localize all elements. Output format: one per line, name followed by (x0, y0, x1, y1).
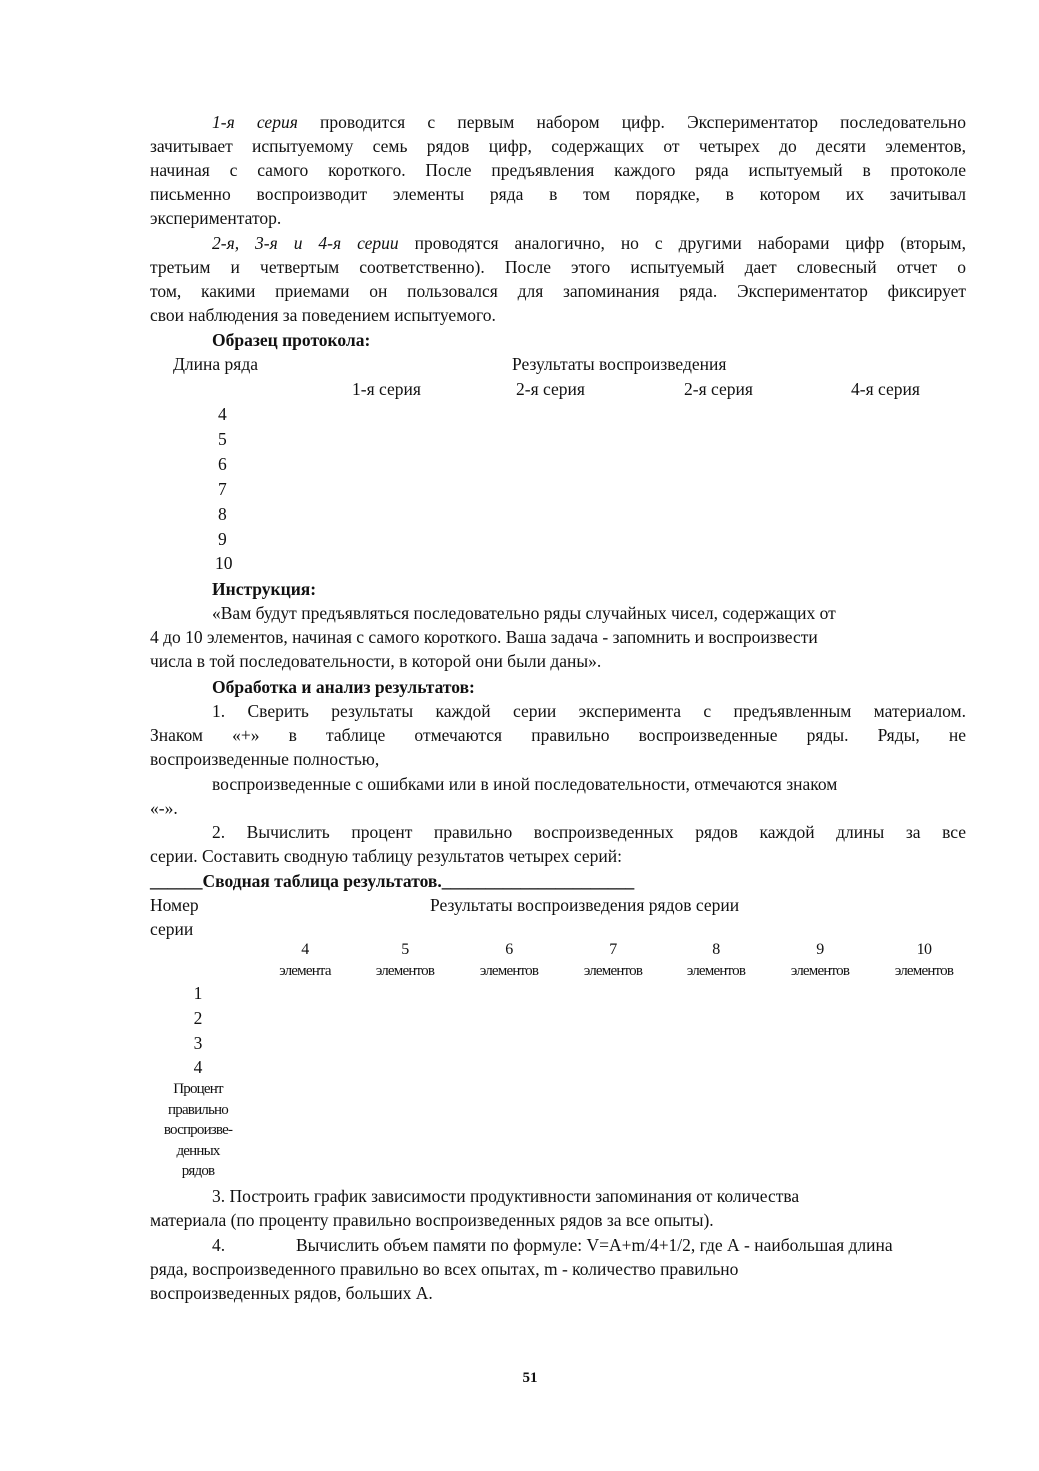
protocol-results-header: Результаты воспроизведения (512, 354, 727, 374)
summary-row: 3 (193, 1033, 203, 1053)
intro-p1-line5: экспериментатор. (150, 208, 282, 228)
page-number: 51 (522, 1370, 538, 1386)
summary-col-num: 7 (609, 941, 617, 958)
intro-p1-line3: начиная с самого короткого. После предъявления каждого ряда испытуемый в протоколе (150, 160, 966, 180)
intro-p2-line4: свои наблюдения за поведением испытуемого. (150, 305, 496, 325)
protocol-row: 4 (218, 404, 227, 424)
summary-col-word: элементов (894, 963, 954, 979)
protocol-title: Образец протокола: (212, 330, 371, 350)
protocol-col-4: 4-я серия (851, 379, 920, 399)
processing-s1-line4: воспроизведенные с ошибками или в иной последовательности, отмечаются знаком (212, 774, 838, 794)
intro-p1-line2: зачитывает испытуемому семь рядов цифр, содержащих от четырех до десяти элементов, (150, 136, 966, 156)
summary-col-num: 5 (401, 941, 409, 958)
summary-col-word: элементов (479, 963, 539, 979)
intro-p1-line4: письменно воспроизводит элементы ряда в том порядке, в котором их зачитывал (150, 184, 966, 204)
summary-percent-label-line: правильно (168, 1102, 228, 1118)
protocol-row: 7 (218, 479, 227, 499)
summary-col-num: 4 (301, 941, 309, 958)
summary-col-num: 8 (712, 941, 720, 958)
protocol-row: 6 (218, 454, 227, 474)
summary-row: 1 (193, 983, 203, 1003)
processing-s1-line1: 1. Сверить результаты каждой серии эксперимента с предъявленным материалом. (212, 701, 966, 721)
protocol-row: 8 (218, 504, 227, 524)
processing-s1-line2: Знаком «+» в таблице отмечаются правильно воспроизведенные ряды. Ряды, не (150, 725, 966, 745)
instruction-line3: числа в той последовательности, в которой они были даны». (150, 651, 602, 671)
step4-line3: воспроизведенных рядов, больших А. (150, 1283, 433, 1303)
processing-s2-line1: 2. Вычислить процент правильно воспроизведенных рядов каждой длины за все (212, 822, 966, 842)
protocol-row-header: Длина ряда (173, 354, 259, 374)
intro-p2-line3: том, какими приемами он пользовался для запоминания ряда. Экспериментатор фиксирует (150, 281, 966, 301)
instruction-line2: 4 до 10 элементов, начиная с самого короткого. Ваша задача - запомнить и воспроизвести (150, 627, 818, 647)
summary-title: ______Сводная таблица результатов.______________________ (150, 871, 635, 891)
summary-col-word: элементов (375, 963, 435, 979)
protocol-row: 5 (218, 429, 227, 449)
step4-line1: Вычислить объем памяти по формуле: V=A+m/4+1/2, где А - наибольшая длина (296, 1235, 893, 1255)
summary-percent-label-line: денных (176, 1143, 220, 1159)
processing-title: Обработка и анализ результатов: (212, 677, 475, 697)
summary-percent-label-line: воспроизве- (163, 1122, 233, 1138)
intro-p1-line1: 1-я серия проводится с первым набором цифр. Экспериментатор последовательно (212, 112, 967, 132)
processing-s1-line3: воспроизведенные полностью, (150, 749, 380, 769)
protocol-col-1: 1-я серия (352, 379, 421, 399)
series-1-italic: 1-я серия (212, 112, 298, 132)
instruction-title: Инструкция: (212, 579, 317, 599)
summary-col-num: 9 (816, 941, 824, 958)
summary-col-num: 6 (505, 941, 513, 958)
step4-number: 4. (212, 1235, 226, 1255)
protocol-col-3: 2-я серия (684, 379, 753, 399)
protocol-row: 9 (218, 529, 227, 549)
summary-col-word: элементов (583, 963, 643, 979)
summary-results-header: Результаты воспроизведения рядов серии (430, 895, 740, 915)
summary-col-word: элементов (790, 963, 850, 979)
summary-col-word: элементов (686, 963, 746, 979)
intro-p2-line2: третьим и четвертым соответственно). После этого испытуемый дает словесный отчет о (150, 257, 966, 277)
intro-p2-line1: 2-я, 3-я и 4-я серии проводятся аналогично, но с другими наборами цифр (вторым, (212, 233, 967, 253)
summary-col-word: элемента (279, 963, 331, 979)
summary-col-num: 10 (916, 941, 932, 958)
summary-row-header-line2: серии (150, 919, 194, 939)
protocol-row: 10 (215, 553, 233, 573)
processing-s1-line5: «-». (150, 798, 178, 818)
summary-percent-label-line: рядов (181, 1163, 215, 1179)
summary-row: 4 (193, 1057, 203, 1077)
summary-row-header-line1: Номер (150, 895, 199, 915)
step3-line2: материала (по проценту правильно воспроизведенных рядов за все опыты). (150, 1210, 714, 1230)
processing-s2-line2: серии. Составить сводную таблицу результатов четырех серий: (150, 846, 622, 866)
step4-line2: ряда, воспроизведенного правильно во всех опытах, m - количество правильно (150, 1259, 739, 1279)
summary-percent-label-line: Процент (173, 1081, 223, 1097)
series-2-4-italic: 2-я, 3-я и 4-я серии (212, 233, 399, 253)
instruction-line1: «Вам будут предъявляться последовательно ряды случайных чисел, содержащих от (212, 603, 836, 623)
step3-line1: 3. Построить график зависимости продуктивности запоминания от количества (212, 1186, 800, 1206)
summary-row: 2 (193, 1008, 203, 1028)
protocol-col-2: 2-я серия (516, 379, 585, 399)
